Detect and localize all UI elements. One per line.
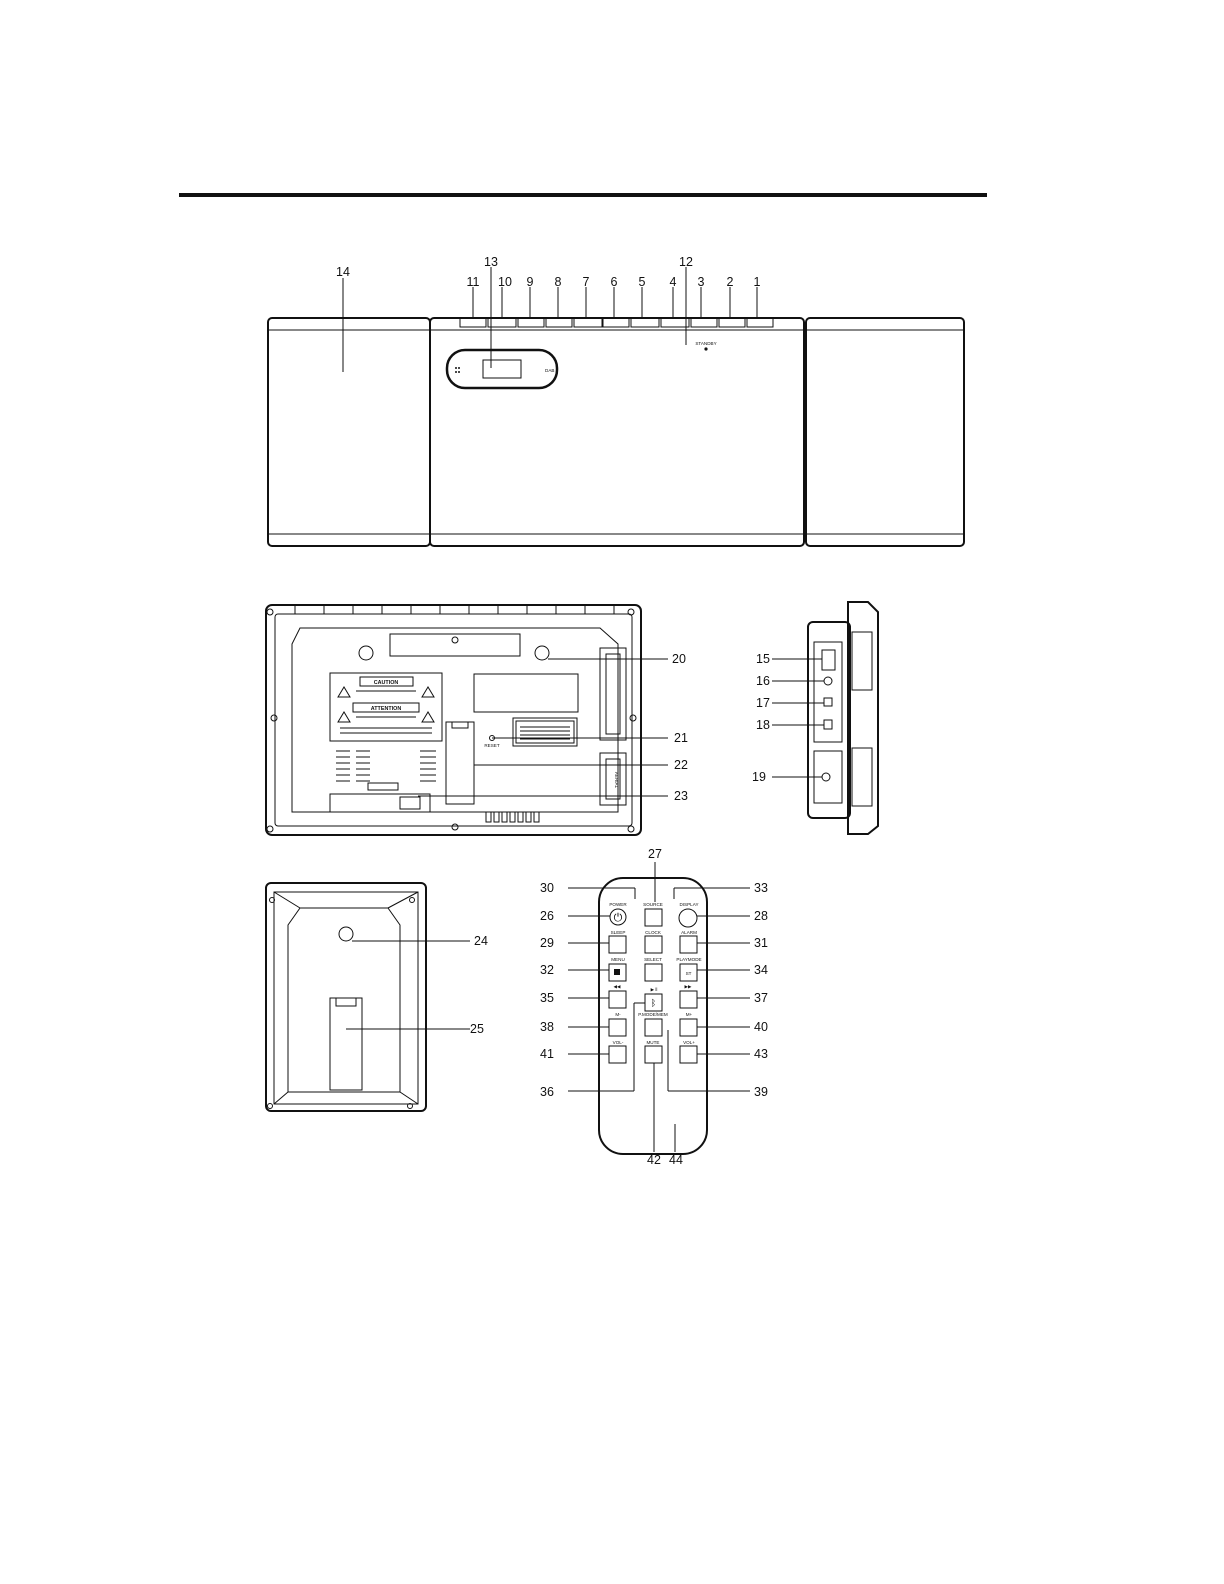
side-view [772, 602, 878, 834]
vol-plus-label: VOL+ [683, 1040, 695, 1045]
callout-21: 21 [674, 731, 688, 745]
vol-plus-button [680, 1046, 697, 1063]
power-icon: ⏻ [613, 911, 623, 924]
m-minus-label: M- [615, 1012, 621, 1017]
main-unit [430, 318, 804, 546]
callout-8: 8 [554, 275, 562, 289]
keyhole-right [535, 646, 549, 660]
header-rule [179, 193, 987, 197]
sleep-label: SLEEP [610, 930, 626, 935]
callout-16: 16 [756, 674, 770, 688]
caution-text: CAUTION [373, 680, 399, 686]
alarm-label: ALARM [681, 930, 697, 935]
select-label: SELECT [644, 957, 662, 962]
callout-32: 32 [540, 963, 554, 977]
callout-26: 26 [540, 909, 554, 923]
callout-4: 4 [669, 275, 677, 289]
callout-2: 2 [726, 275, 734, 289]
stand [330, 998, 362, 1090]
m-minus-button [609, 1019, 626, 1036]
callout-6: 6 [610, 275, 618, 289]
back-view [266, 605, 668, 835]
port-18 [824, 720, 832, 729]
remote-control [568, 862, 750, 1154]
aux-jack [824, 677, 832, 685]
stop-icon [614, 969, 620, 975]
dc-jack [822, 773, 830, 781]
display-button [679, 909, 697, 927]
callout-23: 23 [674, 789, 688, 803]
attention-text: ATTENTION [370, 706, 402, 712]
alarm-button [680, 936, 697, 953]
keyhole-left [359, 646, 373, 660]
clock-label: CLOCK [645, 930, 661, 935]
callout-13: 13 [484, 255, 498, 269]
callout-22: 22 [674, 758, 688, 772]
svg-text:STANDBY: STANDBY [695, 341, 717, 346]
pmode-label: P.MODE/MEM [638, 1012, 668, 1017]
keyhole [339, 927, 353, 941]
wallmount-view [266, 883, 470, 1111]
prev-icon: ◀◀ [613, 984, 621, 989]
left-speaker [268, 318, 430, 546]
svg-text:DAB: DAB [545, 368, 555, 373]
lcd-screen [483, 360, 521, 378]
callout-41: 41 [540, 1047, 554, 1061]
right-speaker [806, 318, 964, 546]
vol-minus-label: VOL- [612, 1040, 624, 1045]
display-label: DISPLAY [679, 902, 699, 907]
callout-1: 1 [753, 275, 761, 289]
callout-7: 7 [582, 275, 590, 289]
callout-14: 14 [336, 265, 350, 279]
callout-31: 31 [754, 936, 768, 950]
callout-44: 44 [669, 1153, 683, 1167]
bluetooth-icon: ᛒ [650, 999, 657, 1009]
callout-12: 12 [679, 255, 693, 269]
vol-minus-button [609, 1046, 626, 1063]
front-view [268, 267, 964, 546]
prev-button [609, 991, 626, 1008]
callout-20: 20 [672, 652, 686, 666]
callout-37: 37 [754, 991, 768, 1005]
mute-label: MUTE [646, 1040, 660, 1045]
playmode-label: PLAYMODE [676, 957, 702, 962]
reset-text: RESET [484, 743, 500, 748]
menu-label: MENU [611, 957, 625, 962]
usb-port [822, 650, 835, 670]
play-pause-icon: ▶ ll [650, 987, 658, 992]
callout-3: 3 [697, 275, 705, 289]
callout-38: 38 [540, 1020, 554, 1034]
callout-5: 5 [638, 275, 646, 289]
port-17 [824, 698, 832, 706]
callout-40: 40 [754, 1020, 768, 1034]
source-label: SOURCE [643, 902, 663, 907]
callout-25: 25 [470, 1022, 484, 1036]
callout-19: 19 [752, 770, 766, 784]
callout-10: 10 [498, 275, 512, 289]
callout-17: 17 [756, 696, 770, 710]
clock-button [645, 936, 662, 953]
mute-button [645, 1046, 662, 1063]
source-button [645, 909, 662, 926]
power-label: POWER [609, 902, 627, 907]
callout-36: 36 [540, 1085, 554, 1099]
sleep-button [609, 936, 626, 953]
callout-29: 29 [540, 936, 554, 950]
callout-11: 11 [466, 275, 480, 289]
stand [446, 722, 474, 804]
callout-35: 35 [540, 991, 554, 1005]
callout-15: 15 [756, 652, 770, 666]
st-label: ST [685, 971, 692, 976]
callout-28: 28 [754, 909, 768, 923]
callout-24: 24 [474, 934, 488, 948]
callout-9: 9 [526, 275, 534, 289]
next-icon: ▶▶ [684, 984, 692, 989]
select-button [645, 964, 662, 981]
display-window [447, 350, 557, 388]
callout-42: 42 [647, 1153, 661, 1167]
callout-33: 33 [754, 881, 768, 895]
callout-34: 34 [754, 963, 768, 977]
aerial-text: AERIAL [614, 771, 619, 789]
m-plus-label: M+ [685, 1012, 693, 1017]
callout-39: 39 [754, 1085, 768, 1099]
callout-18: 18 [756, 718, 770, 732]
m-plus-button [680, 1019, 697, 1036]
callout-30: 30 [540, 881, 554, 895]
callout-27: 27 [648, 847, 662, 861]
next-button [680, 991, 697, 1008]
callout-43: 43 [754, 1047, 768, 1061]
pmode-button [645, 1019, 662, 1036]
